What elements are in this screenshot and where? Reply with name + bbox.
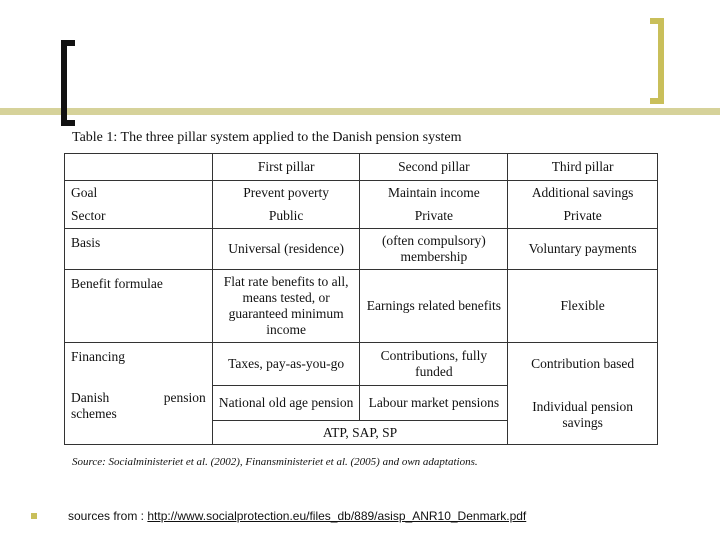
cell-schemes-shared: ATP, SAP, SP [212,421,507,445]
table-header-row [65,154,658,181]
right-bracket-top [650,18,664,24]
sources-line [68,509,526,523]
cell-sector-second: Private [360,205,508,229]
cell-goal-first: Prevent poverty [212,181,360,205]
source-note: Source: Socialministeriet et al. (2002), Finansministeriet et al. (2005) and own adaptations. [72,456,478,468]
header-second-pillar: Second pillar [360,154,508,181]
row-label-benefit: Benefit formulae [65,270,213,343]
cell-financing-third: Contribution based [508,343,658,386]
cell-schemes-second: Labour market pensions [360,386,508,421]
row-label-schemes [65,386,213,445]
cell-schemes-third: Individual pension savings [508,386,658,445]
cell-goal-third: Additional savings [508,181,658,205]
cell-schemes-first: National old age pension [212,386,360,421]
cell-sector-first: Public [212,205,360,229]
table-row-schemes [65,386,658,421]
table-row-goal [65,181,658,205]
left-bracket-decoration [61,40,67,126]
table-row-benefit [65,270,658,343]
sources-prefix: sources from : [68,509,145,523]
decorative-band [0,108,720,115]
header-first-pillar: First pillar [212,154,360,181]
header-third-pillar: Third pillar [508,154,658,181]
cell-basis-first: Universal (residence) [212,229,360,270]
cell-benefit-third: Flexible [508,270,658,343]
row-label-basis: Basis [65,229,213,270]
left-bracket-top [61,40,75,46]
left-bracket-bottom [61,120,75,126]
cell-basis-second: (often compulsory) membership [360,229,508,270]
header-empty-cell [65,154,213,181]
schemes-label-word1: Danish [71,389,110,405]
table-caption: Table 1: The three pillar system applied to the Danish pension system [72,130,462,145]
schemes-label-word2: pension [163,389,206,405]
schemes-label-word3: schemes [71,405,117,421]
cell-benefit-second: Earnings related benefits [360,270,508,343]
schemes-label-line1 [71,390,206,406]
sources-link[interactable]: http://www.socialprotection.eu/files_db/889/asisp_ANR10_Denmark.pdf [147,509,527,523]
right-bracket-bottom [650,98,664,104]
row-label-goal: Goal [65,181,213,205]
cell-financing-first: Taxes, pay-as-you-go [212,343,360,386]
bullet-icon [31,513,37,519]
table-row-sector [65,205,658,229]
row-label-financing: Financing [65,343,213,386]
cell-sector-third: Private [508,205,658,229]
cell-goal-second: Maintain income [360,181,508,205]
right-bracket-decoration [658,18,664,104]
table-row-financing [65,343,658,386]
table-row-basis [65,229,658,270]
cell-basis-third: Voluntary payments [508,229,658,270]
cell-benefit-first: Flat rate benefits to all, means tested, or guaranteed minimum income [212,270,360,343]
row-label-sector: Sector [65,205,213,229]
pension-table [64,153,658,445]
cell-financing-second: Contributions, fully funded [360,343,508,386]
